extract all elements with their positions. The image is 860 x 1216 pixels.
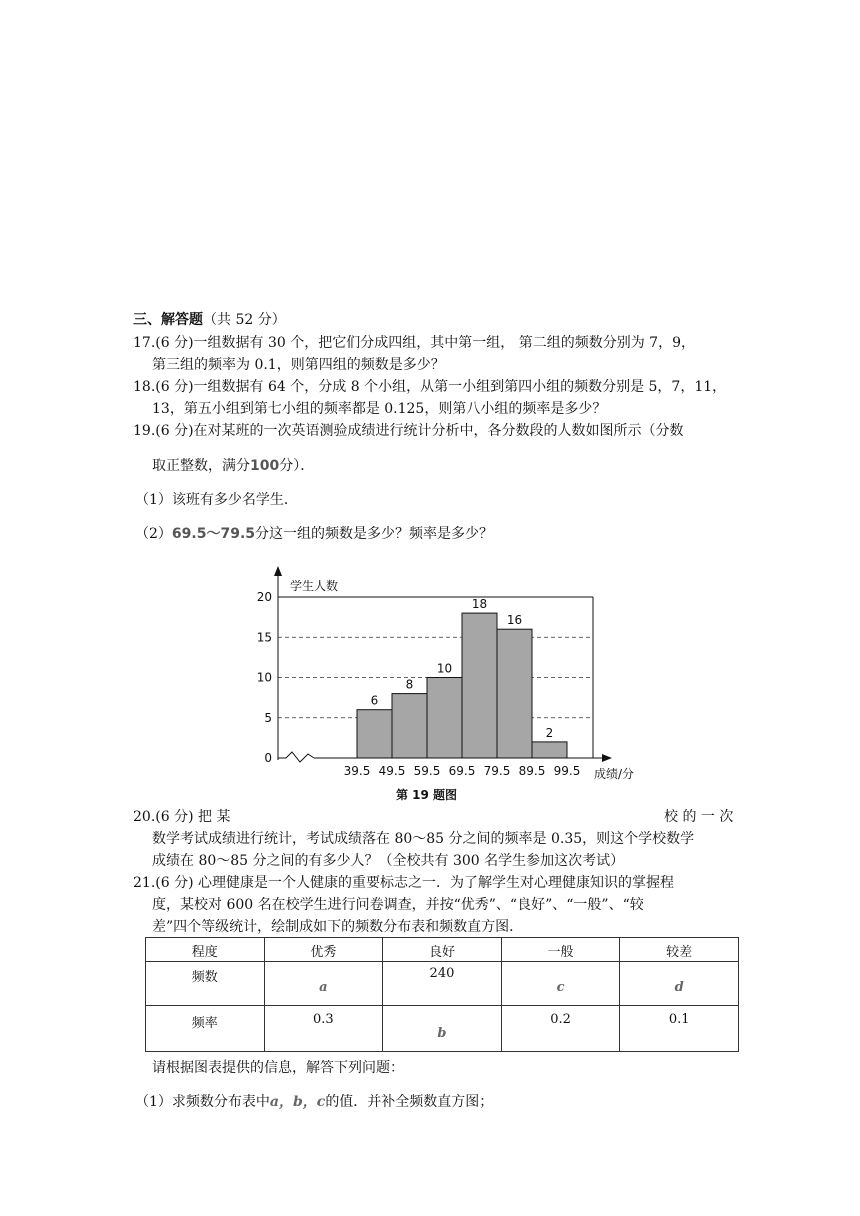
- bars: [357, 613, 567, 758]
- chart-caption: 第 19 题图: [396, 788, 458, 802]
- table-cell: 240: [383, 962, 502, 1006]
- q18-line2: 13，第五小组到第七小组的频率都是 0.125，则第八小组的频率是多少？: [152, 401, 607, 417]
- q21-sub1: [135, 1092, 493, 1112]
- x-tick-label: 39.5: [343, 764, 371, 778]
- q21-vars: a，b，c: [269, 1094, 326, 1110]
- q19-line2: [152, 456, 314, 476]
- section-heading: [133, 310, 286, 330]
- q21-prompt: 请根据图表提供的信息，解答下列问题：: [152, 1060, 404, 1076]
- table-cell: [383, 1006, 502, 1052]
- table-row-rate: [146, 1006, 739, 1052]
- frequency-table: [145, 937, 739, 1052]
- q17-line2: 第三组的频率为 0.1，则第四组的频数是多少？: [152, 357, 445, 373]
- bar-value-label: 18: [471, 597, 488, 612]
- histogram-bar: [462, 613, 497, 758]
- y-tick-label: 20: [256, 590, 272, 604]
- table-cell: 0.1: [620, 1006, 739, 1052]
- bar-value-label: 10: [436, 661, 453, 676]
- table-cell: 0.3: [264, 1006, 383, 1052]
- q21-line3: 差”四个等级统计，绘制成如下的频数分布表和频数直方图．: [152, 919, 524, 935]
- bar-value-label: 8: [405, 677, 414, 692]
- q19-full-score: 100: [250, 458, 280, 474]
- histogram-bar: [497, 629, 532, 758]
- table-row-label: 频率: [146, 1006, 265, 1052]
- var-b: b: [437, 1026, 447, 1041]
- y-axis-label: 学生人数: [290, 579, 339, 593]
- x-tick-label: 89.5: [518, 764, 546, 778]
- q20-line1b: 校 的 一 次: [664, 809, 734, 825]
- q19-line2-end: 分）．: [279, 458, 315, 474]
- histogram-bar: [392, 694, 427, 758]
- q19-line2-text: 取正整数，满分: [152, 458, 250, 474]
- histogram-bar: [427, 678, 462, 759]
- bar-value-label: 16: [506, 613, 523, 628]
- y-axis-arrow: [274, 566, 282, 576]
- histogram-bar: [357, 710, 392, 758]
- x-tick-label: 99.5: [553, 764, 581, 778]
- table-header-cell: 程度: [146, 938, 265, 962]
- table-header-cell: 较差: [620, 938, 739, 962]
- y-tick-label: 0: [264, 751, 272, 765]
- x-axis-label: 成绩/分: [594, 767, 635, 781]
- table-cell: [501, 962, 620, 1006]
- table-header-cell: 优秀: [264, 938, 383, 962]
- x-tick-label: 59.5: [413, 764, 441, 778]
- table-header-row: [146, 938, 739, 962]
- table-cell: 0.2: [501, 1006, 620, 1052]
- q17-line1: 17.(6 分)一组数据有 30 个，把它们分成四组，其中第一组， 第二组的频数分别为 7，9，: [133, 335, 695, 351]
- q21-line1: 21.(6 分) 心理健康是一个人健康的重要标志之一．为了解学生对心理健康知识的掌握程: [133, 875, 674, 891]
- x-axis-break: [278, 752, 314, 762]
- table-row-label: 频数: [146, 962, 265, 1006]
- x-tick-label: 49.5: [378, 764, 406, 778]
- bar-value-label: 6: [370, 693, 379, 708]
- q21-sub1-end: 的值．并补全频数直方图；: [325, 1094, 494, 1110]
- y-tick-label: 10: [256, 670, 272, 685]
- q19-line1: 19.(6 分)在对某班的一次英语测验成绩进行统计分析中，各分数段的人数如图所示（分数: [133, 423, 684, 439]
- q19-range: 69.5～79.5: [171, 526, 256, 542]
- q19-sub1: （1）该班有多少名学生．: [135, 492, 298, 508]
- table-row-frequency: [146, 962, 739, 1006]
- bar-value-label: 2: [545, 725, 554, 740]
- table-header-cell: 良好: [383, 938, 502, 962]
- var-d: d: [674, 980, 684, 995]
- q19-sub2: [135, 524, 493, 544]
- q20-line3: 成绩在 80～85 分之间的有多少人？（全校共有 300 名学生参加这次考试）: [152, 853, 625, 869]
- section-title: 三、解答题: [133, 312, 203, 328]
- y-tick-label: 5: [264, 710, 272, 725]
- x-tick-label: 79.5: [483, 764, 511, 778]
- var-a: a: [319, 980, 328, 995]
- histogram-bar: [532, 742, 567, 758]
- q19-sub2-num: （2）: [135, 526, 172, 542]
- table-header-cell: 一般: [501, 938, 620, 962]
- q20-line1a: 20.(6 分) 把 某: [133, 809, 231, 825]
- histogram-chart: [250, 560, 680, 805]
- q19-sub2-text: 分这一组的频数是多少？频率是多少？: [255, 526, 494, 542]
- q21-line2: 度，某校对 600 名在校学生进行问卷调查，并按“优秀”、“良好”、“一般”、“较: [152, 897, 644, 913]
- x-tick-label: 69.5: [448, 764, 476, 778]
- q21-sub1-text: （1）求频数分布表中: [135, 1094, 270, 1110]
- var-c: c: [556, 980, 565, 995]
- y-tick-label: 15: [256, 630, 272, 645]
- q18-line1: 18.(6 分)一组数据有 64 个，分成 8 个小组，从第一小组到第四小组的频数分别是 5，7，11，: [133, 379, 727, 395]
- section-points: （共 52 分）: [203, 312, 286, 328]
- table-cell: [264, 962, 383, 1006]
- q20-line2: 数学考试成绩进行统计，考试成绩落在 80～85 分之间的频率是 0.35，则这个学校数学: [152, 831, 695, 847]
- x-axis-arrow: [602, 754, 612, 762]
- table-cell: [620, 962, 739, 1006]
